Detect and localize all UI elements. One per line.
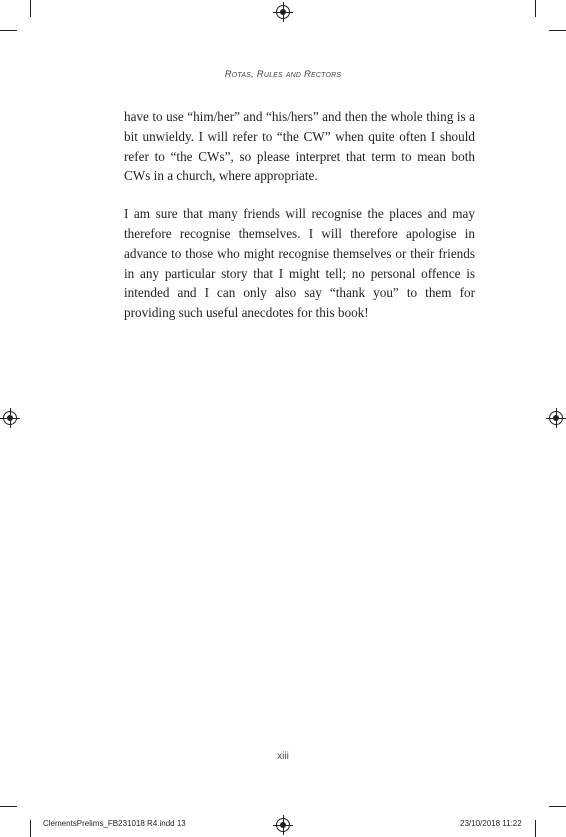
paragraph: have to use “him/her” and “his/hers” and then the whole thing is a bit unwieldy. I will refer to “the CW” when quite often I should refer to “the CWs”, so please interpret that term to mean both CWs in a church, where appropriate. [124,109,475,184]
page-number: xiii [277,751,289,762]
crop-mark-top-right-v [535,0,536,17]
registration-mark-left-icon [3,411,17,425]
crop-mark-bottom-right-h [549,806,566,807]
crop-mark-bottom-left-h [0,806,17,807]
body-text [124,107,475,341]
running-head: Rotas, Rules and Rectors [224,69,342,80]
slug-filename: ClementsPrelims_FB231018 R4.indd 13 [43,819,186,828]
crop-mark-top-left-h [0,30,17,31]
registration-mark-top-icon [276,5,290,19]
slug-timestamp: 23/10/2018 11:22 [460,819,522,828]
registration-mark-right-icon [549,411,563,425]
registration-mark-bottom-icon [276,818,290,832]
crop-mark-top-right-h [549,30,566,31]
crop-mark-bottom-right-v [535,820,536,837]
crop-mark-bottom-left-v [30,820,31,837]
crop-mark-top-left-v [30,0,31,17]
paragraph: I am sure that many friends will recognise the places and may therefore recognise themselves. I will therefore apologise in advance to those who might recognise themselves or their friends in any particular story that I might tell; no personal offence is intended and I can only also say “thank you” to them for providing such useful anecdotes for this book! [124,206,475,321]
